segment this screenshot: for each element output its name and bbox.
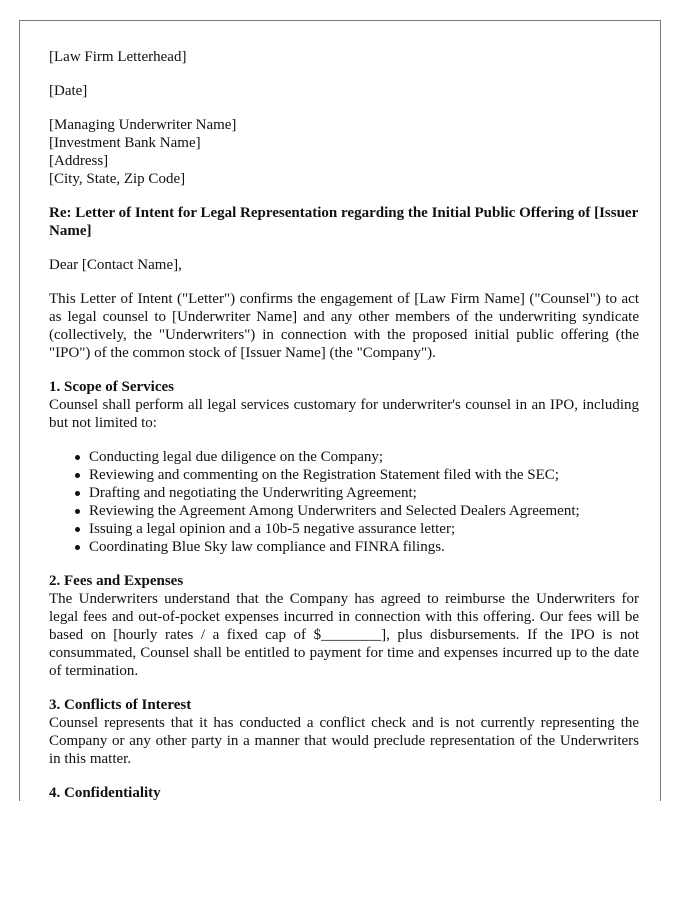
section-heading: 1. Scope of Services <box>49 379 174 395</box>
list-item: Issuing a legal opinion and a 10b-5 negative assurance letter; <box>89 520 639 538</box>
section-fees <box>49 572 639 680</box>
salutation: Dear [Contact Name], <box>49 257 182 273</box>
intro-paragraph: This Letter of Intent ("Letter") confirms the engagement of [Law Firm Name] ("Counsel") to act as legal counsel to [Underwriter Name] and any other members of the underwriting syndicate (collectively, the "Underwriters") in connection with the proposed initial public offering (the "IPO") of the common stock of [Issuer Name] (the "Company"). <box>49 291 639 361</box>
letter-body <box>49 48 639 801</box>
recipient-city: [City, State, Zip Code] <box>49 171 186 187</box>
list-item: Reviewing and commenting on the Registration Statement filed with the SEC; <box>89 466 639 484</box>
section-confidentiality <box>49 784 639 801</box>
list-item: Drafting and negotiating the Underwriting Agreement; <box>89 484 639 502</box>
section-conflicts <box>49 696 639 768</box>
recipient-bank: [Investment Bank Name] <box>49 135 201 151</box>
letter-page <box>19 20 661 801</box>
list-item: Reviewing the Agreement Among Underwriters and Selected Dealers Agreement; <box>89 502 639 520</box>
section-heading: 3. Conflicts of Interest <box>49 697 192 713</box>
subject-line: Re: Letter of Intent for Legal Representation regarding the Initial Public Offering of [Issuer Name] <box>49 205 638 239</box>
recipient-name: [Managing Underwriter Name] <box>49 117 237 133</box>
section-text: Counsel shall perform all legal services customary for underwriter's counsel in an IPO, including but not limited to: <box>49 397 639 431</box>
list-item: Conducting legal due diligence on the Company; <box>89 448 639 466</box>
letterhead: [Law Firm Letterhead] <box>49 49 187 65</box>
scope-list <box>49 448 639 556</box>
section-text: The Underwriters understand that the Company has agreed to reimburse the Underwriters for legal fees and out-of-pocket expenses incurred in connection with this offering. Our fees will be based on [hourly rates / a fixed cap of $________], plus disbursements. If the IPO is not consummated, Counsel shall be entitled to payment for time and expenses incurred up to the date of termination. <box>49 591 639 679</box>
section-heading: 4. Confidentiality <box>49 785 161 801</box>
section-heading: 2. Fees and Expenses <box>49 573 184 589</box>
section-scope <box>49 378 639 556</box>
recipient-address-block <box>49 116 639 188</box>
recipient-address: [Address] <box>49 153 109 169</box>
letter-date: [Date] <box>49 83 88 99</box>
list-item: Coordinating Blue Sky law compliance and FINRA filings. <box>89 538 639 556</box>
section-text: Counsel represents that it has conducted a conflict check and is not currently representing the Company or any other party in a manner that would preclude representation of the Underwriters in this matter. <box>49 715 639 767</box>
